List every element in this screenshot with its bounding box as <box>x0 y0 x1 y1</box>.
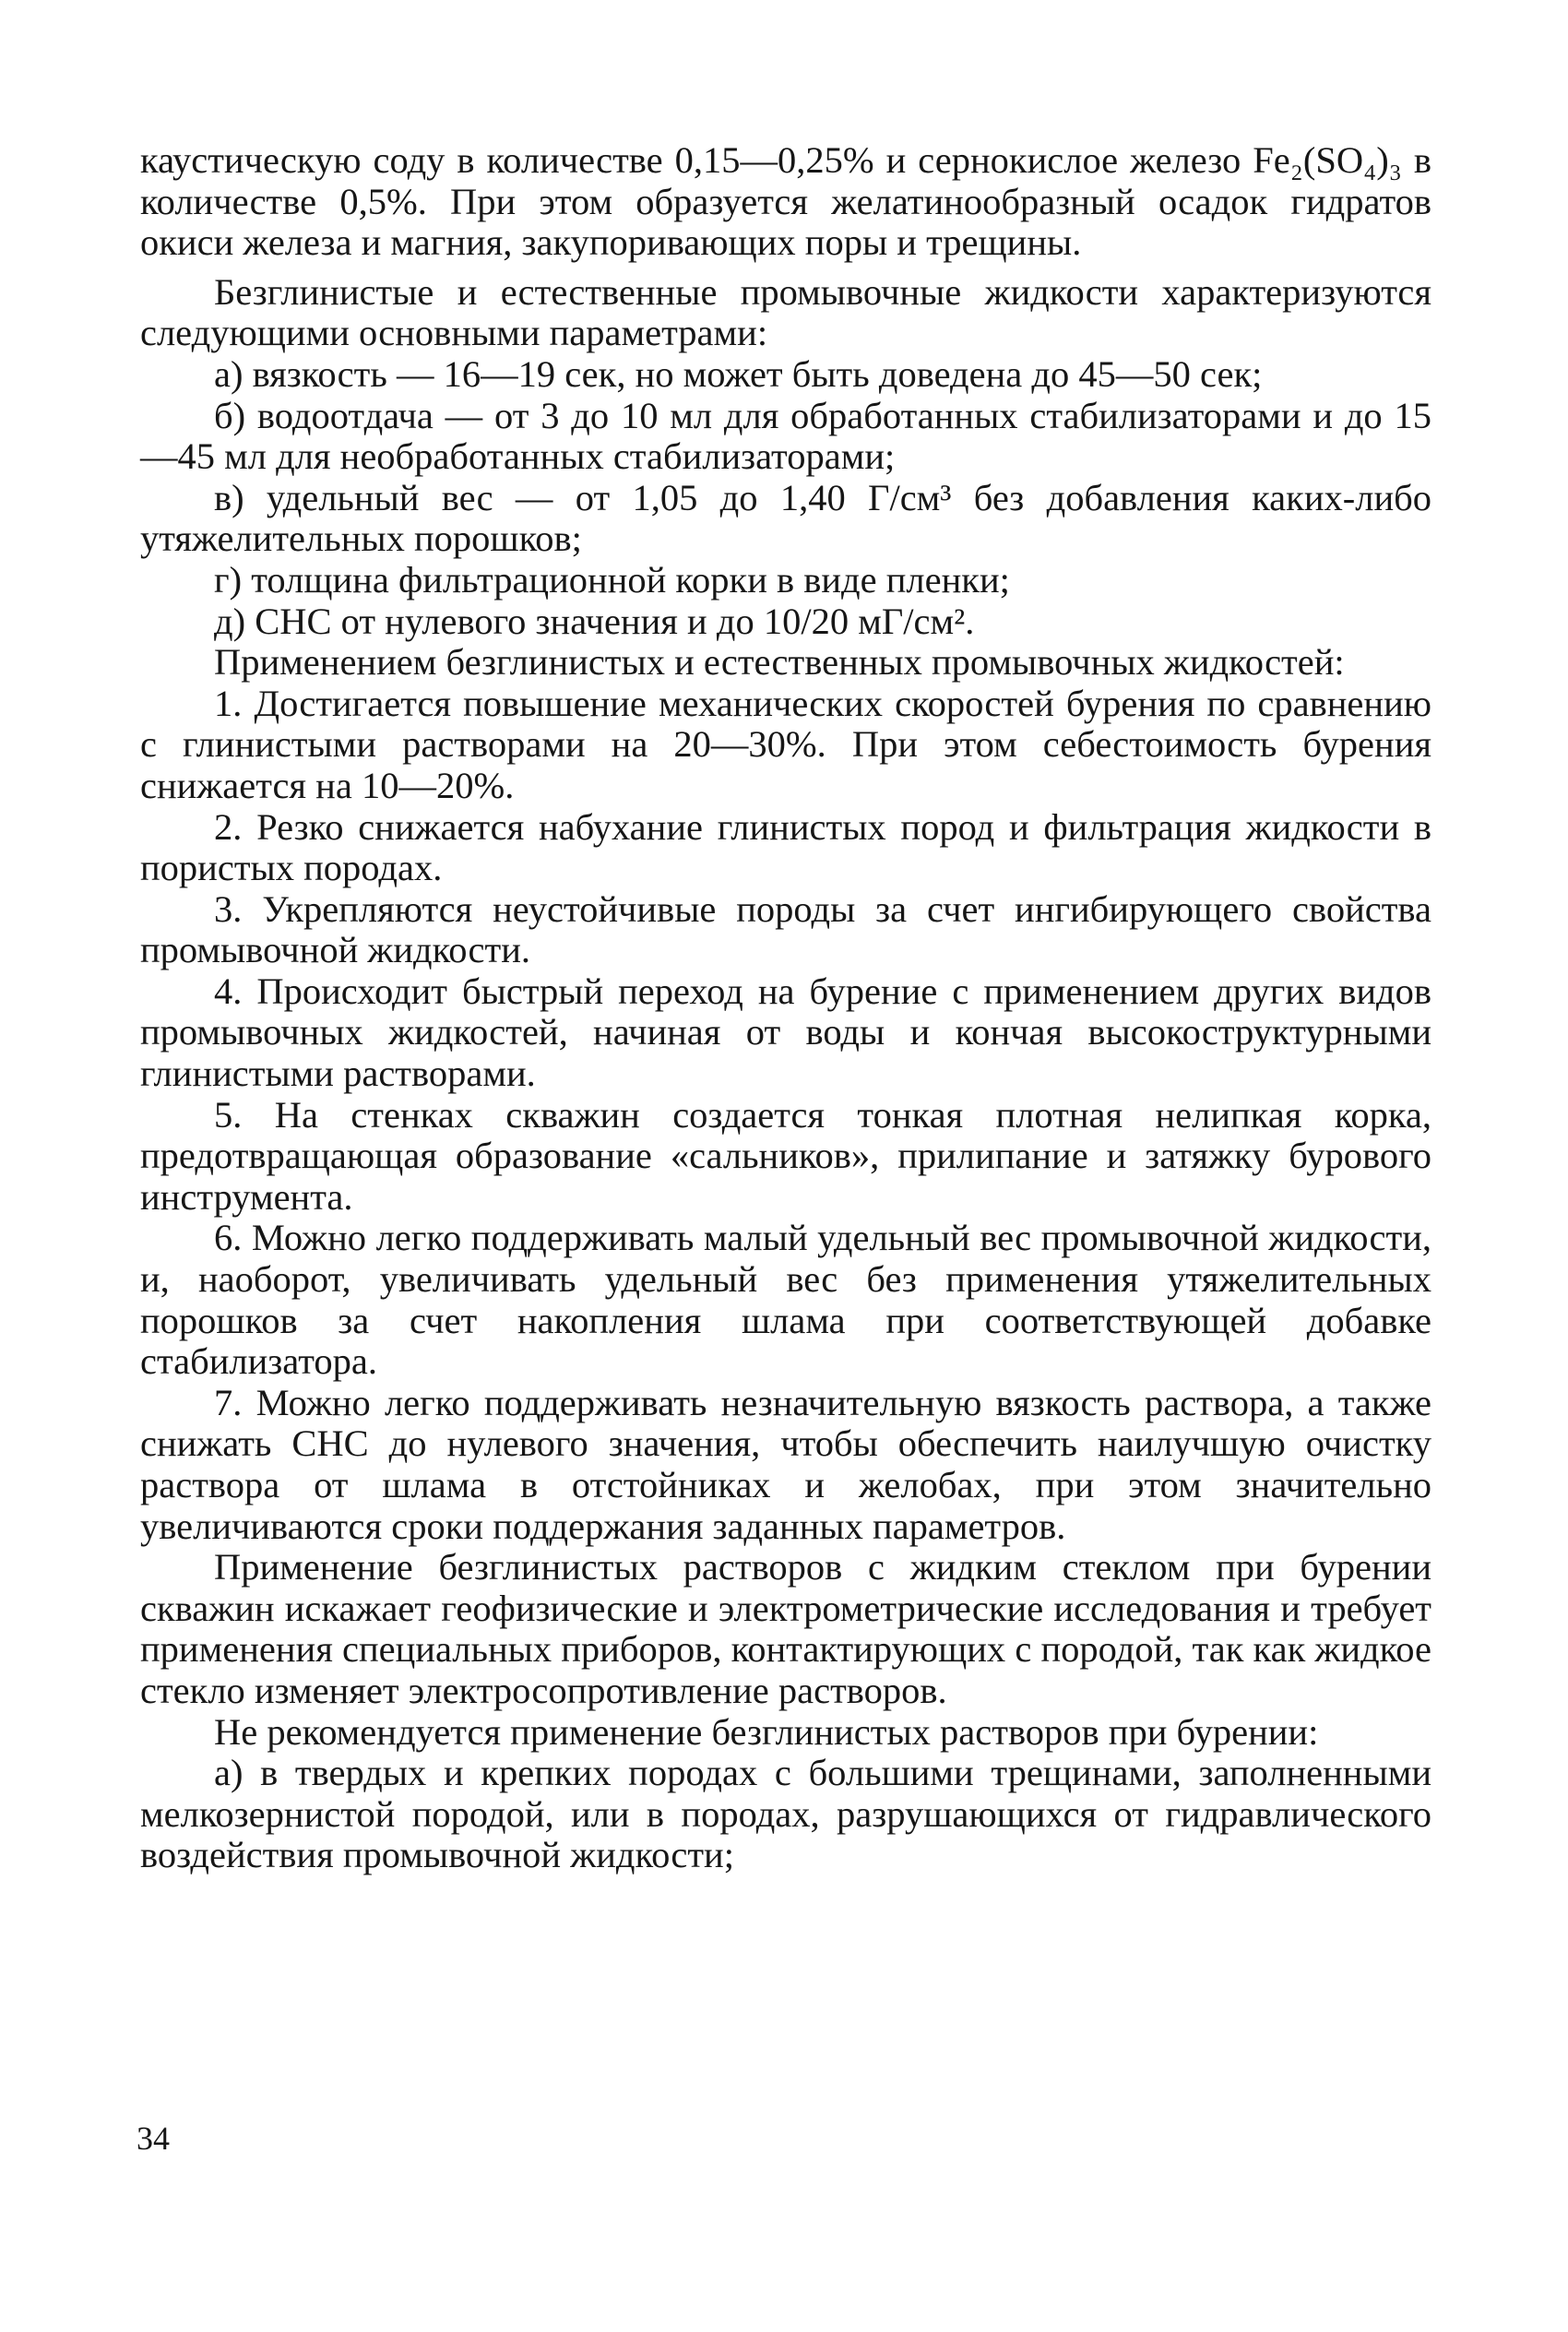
paragraph-benefits-intro: Применением безглинистых и естественных промывочных жидкостей: <box>214 641 1345 684</box>
body-text <box>140 140 1431 1876</box>
list-item-water-loss: б) водоотдача — от 3 до 10 мл для обработанных стабилизаторами и до 15—45 мл для необработанных стабилизаторами; <box>140 394 1431 478</box>
list-item-hard-rocks: а) в твердых и крепких породах с большими трещинами, заполненными мелкозернистой породой, или в породах, разрушающихся от гидравлического воздействия промывочной жидкости; <box>140 1752 1431 1876</box>
list-item-specific-weight: в) удельный вес — от 1,05 до 1,40 Г/см³ без добавления каких-либо утяжелительных порошков; <box>140 476 1431 560</box>
list-item-benefit-6: 6. Можно легко поддерживать малый удельный вес промывочной жидкости, и, наоборот, увеличивать удельный вес без применения утяжелительных порошков за счет накопления шлама при соответствующей добавке стабилизатора. <box>140 1217 1431 1383</box>
list-item-benefit-2: 2. Резко снижается набухание глинистых пород и фильтрация жидкости в пористых породах. <box>140 805 1431 889</box>
list-item-viscosity: а) вязкость — 16—19 сек, но может быть доведена до 45—50 сек; <box>214 352 1263 395</box>
list-item-gel-strength: д) СНС от нулевого значения и до 10/20 мГ/см². <box>214 600 975 642</box>
list-item-benefit-5: 5. На стенках скважин создается тонкая плотная нелипкая корка, предотвращающая образование «сальников», прилипание и затяжку бурового инструмента. <box>140 1093 1431 1218</box>
list-item-benefit-3: 3. Укрепляются неустойчивые породы за счет ингибирующего свойства промывочной жидкости. <box>140 887 1431 971</box>
list-item-benefit-4: 4. Происходит быстрый переход на бурение с применением других видов промывочных жидкостей, начиная от воды и кончая высокоструктурными глинистыми растворами. <box>140 970 1431 1095</box>
list-item-benefit-1: 1. Достигается повышение механических скоростей бурения по сравнению с глинистыми растворами на 20—30%. При этом себестоимость бурения снижается на 10—20%. <box>140 682 1431 806</box>
list-item-filter-cake: г) толщина фильтрационной корки в виде пленки; <box>214 558 1010 601</box>
paragraph-parameters-intro: Безглинистые и естественные промывочные жидкости характеризуются следующими основными параметрами: <box>140 270 1431 354</box>
paragraph-not-recommended: Не рекомендуется применение безглинистых растворов при бурении: <box>214 1710 1319 1753</box>
page-number: 34 <box>137 2120 170 2157</box>
paragraph-continuation: каустическую соду в количестве 0,15—0,25% и сернокислое железо Fe₂(SO₄)₃ в количестве 0,5%. При этом образуется желатинообразный осадок гидратов окиси железа и магния, закупоривающих поры и трещины. <box>140 139 1431 264</box>
list-item-benefit-7: 7. Можно легко поддерживать незначительную вязкость раствора, а также снижать СНС до нулевого значения, чтобы обеспечить наилучшую очистку раствора от шлама в отстойниках и желобах, при этом значительно увеличиваются сроки поддержания заданных параметров. <box>140 1381 1431 1547</box>
paragraph-water-glass: Применение безглинистых растворов с жидким стеклом при бурении скважин искажает геофизические и электрометрические исследования и требует применения специальных приборов, контактирующих с породой, так как жидкое стекло изменяет электросопротивление растворов. <box>140 1546 1431 1711</box>
